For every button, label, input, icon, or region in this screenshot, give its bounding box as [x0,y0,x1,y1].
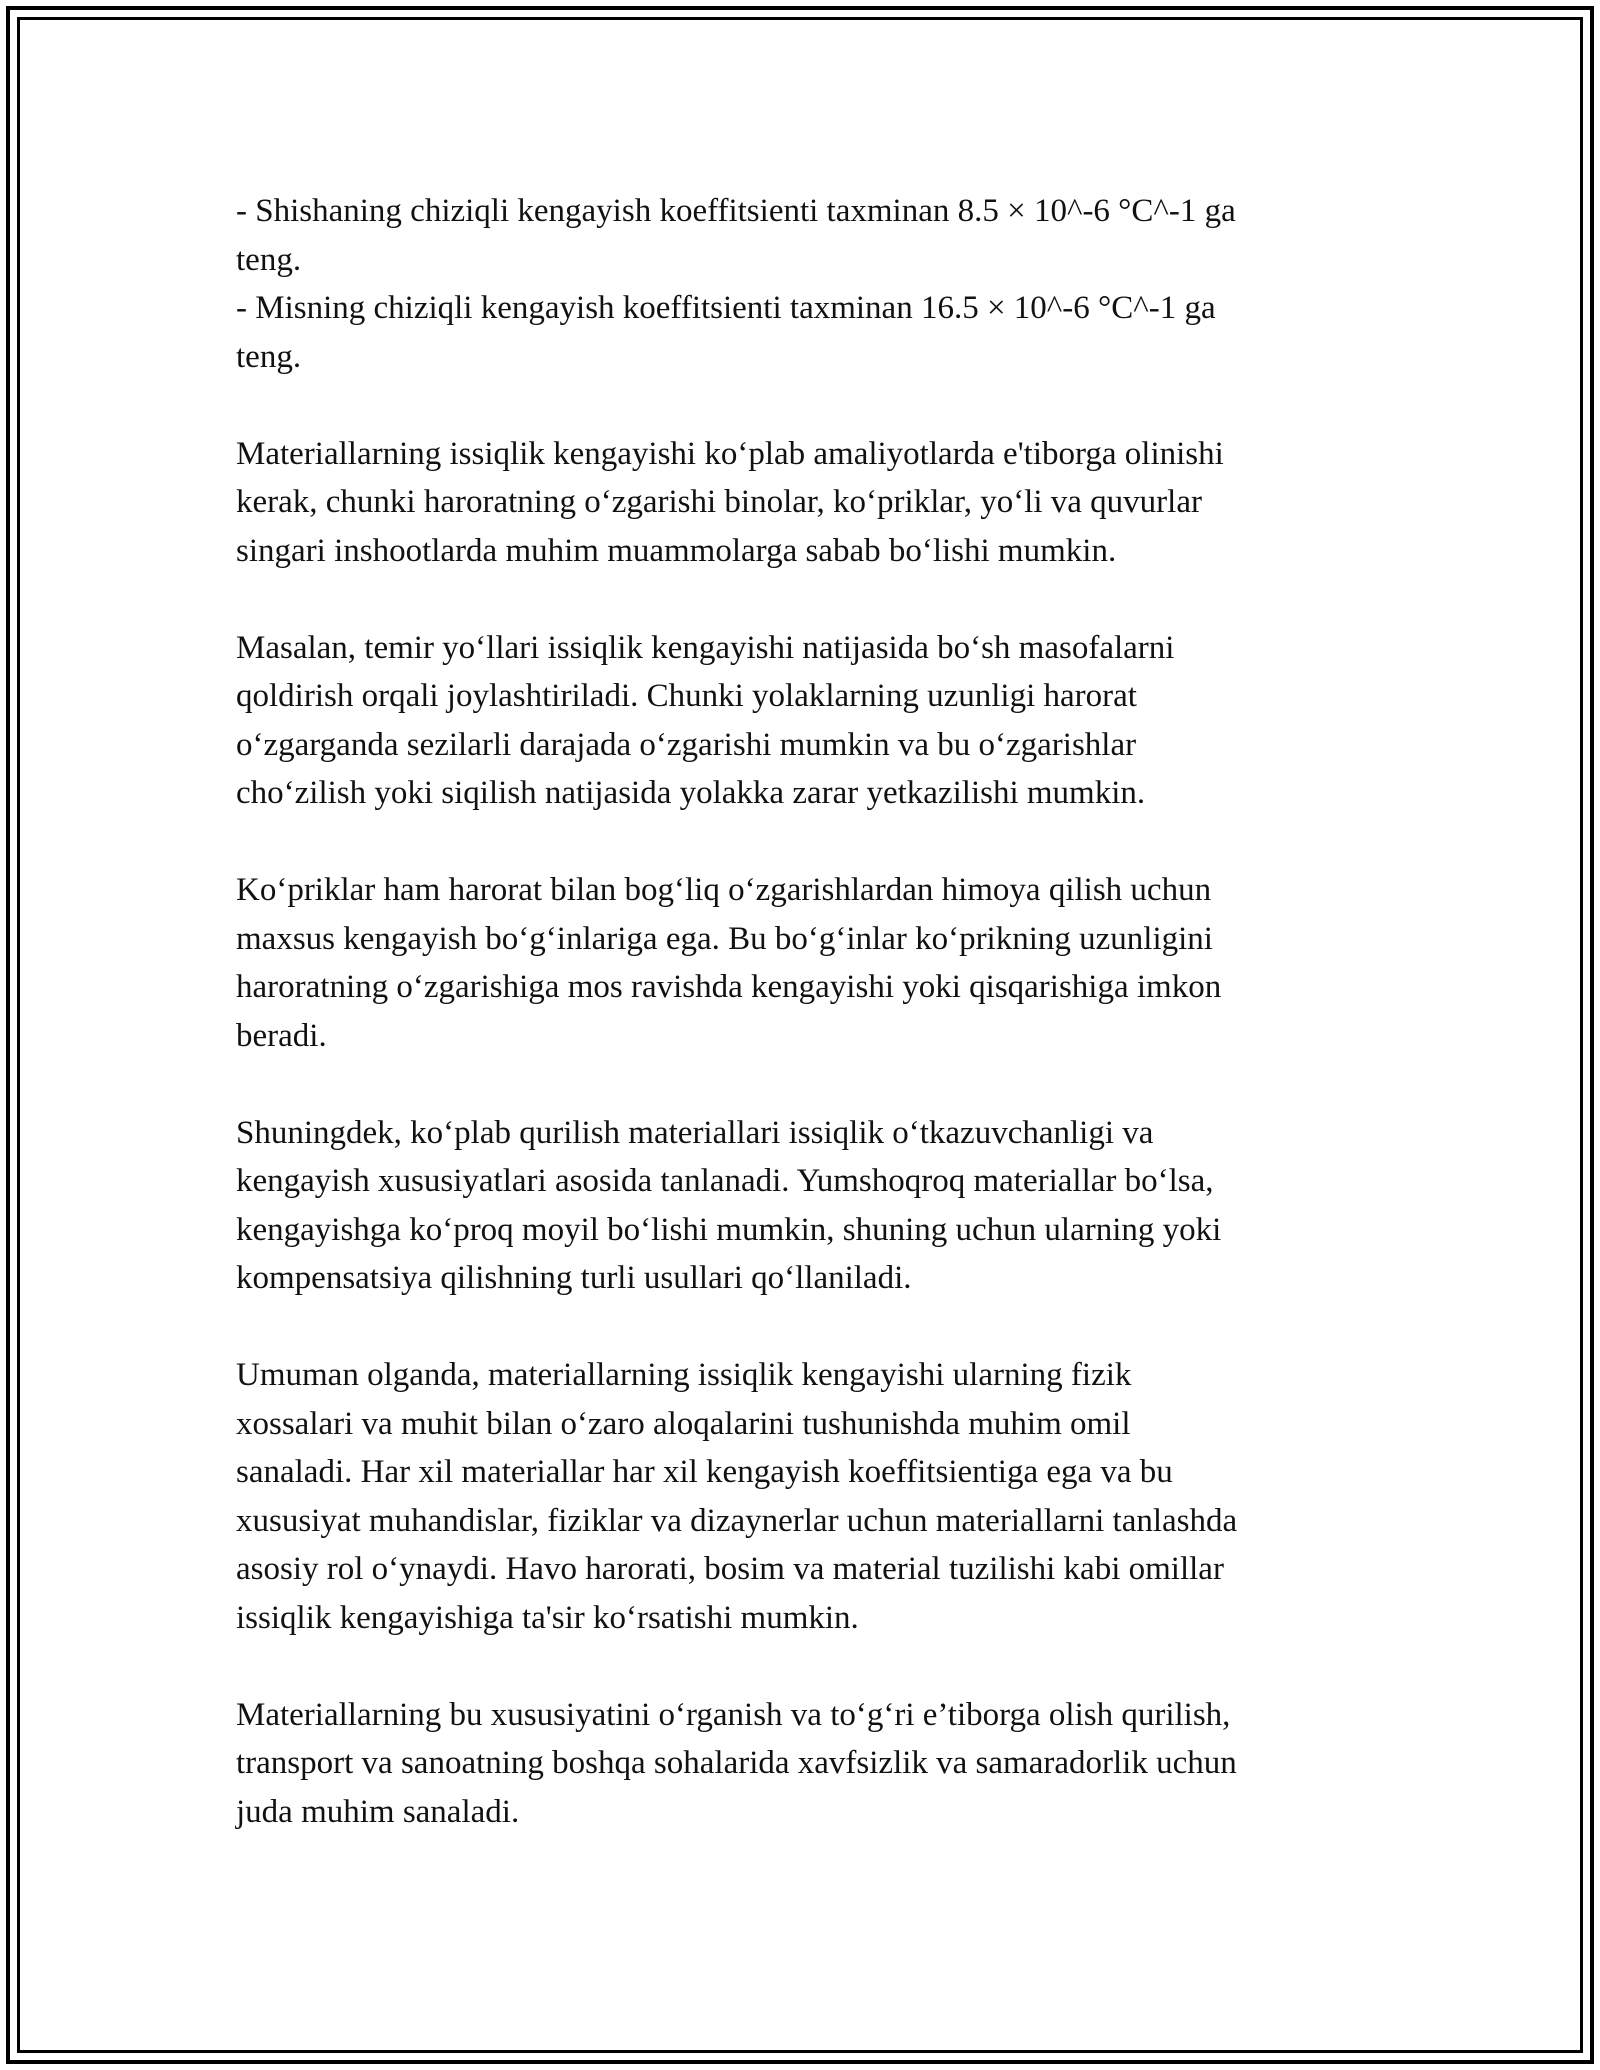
paragraph-building-materials [236,1109,1376,1303]
text-line: teng. [236,241,302,278]
text-line: o‘zgarganda sezilarli darajada o‘zgarishi mumkin va bu o‘zgarishlar [236,726,1137,763]
text-line: singari inshootlarda muhim muammolarga sabab bo‘lishi mumkin. [236,532,1117,569]
text-line: - Misning chiziqli kengayish koeffitsienti taxminan 16.5 × 10^-6 °C^-1 ga [236,290,1216,326]
text-line: kompensatsiya qilishning turli usullari qo‘llaniladi. [236,1260,912,1296]
paragraph-practical-importance [236,430,1376,576]
text-line: qoldirish orqali joylashtiriladi. Chunki yolaklarning uzunligi harorat [236,678,1137,714]
text-line: cho‘zilish yoki siqilish natijasida yolakka zarar yetkazilishi mumkin. [236,775,1146,811]
paragraph-bridges [236,866,1376,1060]
text-line: beradi. [236,1017,327,1054]
paragraph-conclusion [236,1691,1376,1837]
text-line: haroratning o‘zgarishiga mos ravishda kengayishi yoki qisqarishiga imkon [236,969,1222,1005]
text-line: - Shishaning chiziqli kengayish koeffitsienti taxminan 8.5 × 10^-6 °C^-1 ga [236,193,1236,229]
text-line: Materiallarning bu xususiyatini o‘rganish va to‘g‘ri e’tiborga olish qurilish, [236,1696,1231,1733]
document-body [236,187,1376,1836]
text-line: xossalari va muhit bilan o‘zaro aloqalarini tushunishda muhim omil [236,1405,1131,1442]
paragraph-summary [236,1351,1376,1642]
text-line: xususiyat muhandislar, fiziklar va dizaynerlar uchun materiallarni tanlashda [236,1502,1238,1539]
text-line: Shuningdek, ko‘plab qurilish materiallari issiqlik o‘tkazuvchanligi va [236,1114,1154,1151]
text-line: juda muhim sanaladi. [236,1793,520,1830]
text-line: kengayishga ko‘proq moyil bo‘lishi mumkin, shuning uchun ularning yoki [236,1211,1222,1248]
text-line: transport va sanoatning boshqa sohalarida xavfsizlik va samaradorlik uchun [236,1745,1237,1781]
text-line: issiqlik kengayishiga ta'sir ko‘rsatishi mumkin. [236,1599,859,1636]
text-line: maxsus kengayish bo‘g‘inlariga ega. Bu bo‘g‘inlar ko‘prikning uzunligini [236,920,1213,957]
text-line: asosiy rol o‘ynaydi. Havo harorati, bosim va material tuzilishi kabi omillar [236,1551,1224,1587]
text-line: Umuman olganda, materiallarning issiqlik kengayishi ularning fizik [236,1357,1132,1393]
paragraph-railways [236,624,1376,818]
text-line: sanaladi. Har xil materiallar har xil kengayish koeffitsientiga ega va bu [236,1454,1173,1490]
text-line: teng. [236,338,302,375]
text-line: kerak, chunki haroratning o‘zgarishi binolar, ko‘priklar, yo‘li va quvurlar [236,484,1202,520]
paragraph-coefficients [236,187,1376,381]
text-line: Masalan, temir yo‘llari issiqlik kengayishi natijasida bo‘sh masofalarni [236,629,1175,666]
text-line: Materiallarning issiqlik kengayishi ko‘plab amaliyotlarda e'tiborga olinishi [236,435,1224,472]
text-line: kengayish xususiyatlari asosida tanlanadi. Yumshoqroq materiallar bo‘lsa, [236,1163,1214,1199]
text-line: Ko‘priklar ham harorat bilan bog‘liq o‘zgarishlardan himoya qilish uchun [236,872,1212,908]
